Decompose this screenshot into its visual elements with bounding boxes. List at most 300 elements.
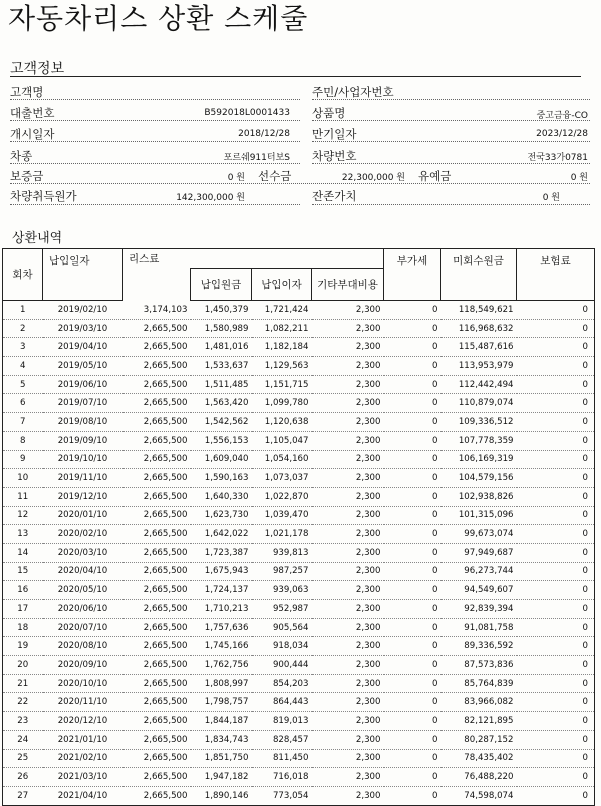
- cell-date: 2019/11/10: [43, 469, 123, 488]
- cell-lease: 2,665,500: [123, 786, 191, 805]
- cell-vat: 0: [384, 469, 441, 488]
- table-row: [3, 301, 595, 320]
- cell-other: 2,300: [312, 581, 384, 600]
- cell-interest: 1,073,037: [252, 469, 312, 488]
- table-row: [3, 375, 595, 394]
- cell-principal: 1,533,637: [191, 357, 252, 376]
- car-model-label: 차종: [10, 149, 33, 163]
- cell-insurance: 0: [517, 674, 595, 693]
- cell-lease: 2,665,500: [123, 506, 191, 525]
- repayment-rows: [3, 301, 595, 806]
- dotted-line: [10, 204, 300, 205]
- cell-no: 15: [3, 562, 43, 581]
- dotted-line: [312, 141, 590, 142]
- cell-other: 2,300: [312, 543, 384, 562]
- cell-other: 2,300: [312, 786, 384, 805]
- table-row: [3, 656, 595, 675]
- cell-other: 2,300: [312, 600, 384, 619]
- deposit-value: 0 원: [227, 173, 245, 183]
- cell-principal: 1,609,040: [191, 450, 252, 469]
- table-row: [3, 562, 595, 581]
- cell-principal: 1,450,379: [191, 301, 252, 320]
- cell-principal: 1,745,166: [191, 637, 252, 656]
- cell-no: 22: [3, 693, 43, 712]
- table-row: [3, 319, 595, 338]
- cell-date: 2019/12/10: [43, 487, 123, 506]
- cell-lease: 2,665,500: [123, 600, 191, 619]
- cell-vat: 0: [384, 301, 441, 320]
- cell-no: 6: [3, 394, 43, 413]
- cell-lease: 2,665,500: [123, 656, 191, 675]
- cell-unpaid: 107,778,359: [441, 431, 517, 450]
- deferred-value: 0 원: [570, 173, 588, 183]
- cell-lease: 2,665,500: [123, 394, 191, 413]
- cell-principal: 1,481,016: [191, 338, 252, 357]
- cell-unpaid: 89,336,592: [441, 637, 517, 656]
- cell-unpaid: 113,953,979: [441, 357, 517, 376]
- cell-no: 2: [3, 319, 43, 338]
- cell-insurance: 0: [517, 450, 595, 469]
- cell-vat: 0: [384, 375, 441, 394]
- cell-vat: 0: [384, 357, 441, 376]
- cell-principal: 1,563,420: [191, 394, 252, 413]
- cell-lease: 3,174,103: [123, 301, 191, 320]
- table-row: [3, 543, 595, 562]
- cell-lease: 2,665,500: [123, 375, 191, 394]
- cell-interest: 1,182,184: [252, 338, 312, 357]
- cell-insurance: 0: [517, 357, 595, 376]
- cell-interest: 1,151,715: [252, 375, 312, 394]
- cell-no: 10: [3, 469, 43, 488]
- cell-insurance: 0: [517, 768, 595, 787]
- table-row: [3, 768, 595, 787]
- table-row: [3, 693, 595, 712]
- table-row: [3, 786, 595, 805]
- cell-date: 2020/02/10: [43, 525, 123, 544]
- cell-date: 2021/01/10: [43, 730, 123, 749]
- section-divider: [10, 76, 581, 77]
- cell-no: 4: [3, 357, 43, 376]
- cell-interest: 828,457: [252, 730, 312, 749]
- cell-vat: 0: [384, 768, 441, 787]
- header-other: 기타부대비용: [312, 269, 384, 301]
- cell-interest: 716,018: [252, 768, 312, 787]
- header-principal: 납입원금: [191, 269, 252, 301]
- table-row: [3, 394, 595, 413]
- cell-insurance: 0: [517, 525, 595, 544]
- cell-vat: 0: [384, 338, 441, 357]
- cell-lease: 2,665,500: [123, 693, 191, 712]
- cell-unpaid: 109,336,512: [441, 413, 517, 432]
- cell-unpaid: 82,121,895: [441, 712, 517, 731]
- dotted-line: [10, 163, 300, 164]
- loan-no-value: B592018L0001433: [204, 108, 290, 118]
- cell-principal: 1,580,989: [191, 319, 252, 338]
- cell-vat: 0: [384, 487, 441, 506]
- cell-date: 2020/04/10: [43, 562, 123, 581]
- cell-interest: 900,444: [252, 656, 312, 675]
- cell-principal: 1,762,756: [191, 656, 252, 675]
- cell-insurance: 0: [517, 730, 595, 749]
- dotted-line: [312, 204, 590, 205]
- schedule-heading: 상환내역: [12, 231, 63, 246]
- cell-unpaid: 116,968,632: [441, 319, 517, 338]
- cell-no: 8: [3, 431, 43, 450]
- cell-vat: 0: [384, 656, 441, 675]
- header-unpaid: 미회수원금: [441, 249, 517, 301]
- cell-principal: 1,640,330: [191, 487, 252, 506]
- dotted-line: [312, 163, 590, 164]
- cell-other: 2,300: [312, 768, 384, 787]
- cell-vat: 0: [384, 618, 441, 637]
- table-row: [3, 730, 595, 749]
- cell-vat: 0: [384, 562, 441, 581]
- table-row: [3, 413, 595, 432]
- advance-label: 선수금: [258, 169, 292, 183]
- cell-no: 19: [3, 637, 43, 656]
- table-row: [3, 581, 595, 600]
- cell-vat: 0: [384, 319, 441, 338]
- cell-date: 2019/03/10: [43, 319, 123, 338]
- cell-lease: 2,665,500: [123, 357, 191, 376]
- table-row: [3, 749, 595, 768]
- table-row: [3, 338, 595, 357]
- cell-other: 2,300: [312, 693, 384, 712]
- cell-vat: 0: [384, 413, 441, 432]
- product-value: 중고금융-CO: [536, 111, 588, 121]
- cell-no: 27: [3, 786, 43, 805]
- cell-unpaid: 78,435,402: [441, 749, 517, 768]
- cell-unpaid: 99,673,074: [441, 525, 517, 544]
- cell-other: 2,300: [312, 375, 384, 394]
- cell-no: 16: [3, 581, 43, 600]
- cell-insurance: 0: [517, 375, 595, 394]
- cell-date: 2019/05/10: [43, 357, 123, 376]
- cell-no: 17: [3, 600, 43, 619]
- cell-lease: 2,665,500: [123, 712, 191, 731]
- acq-cost-value: 142,300,000 원: [176, 193, 245, 203]
- cell-no: 7: [3, 413, 43, 432]
- cell-date: 2019/06/10: [43, 375, 123, 394]
- cell-unpaid: 94,549,607: [441, 581, 517, 600]
- cell-interest: 864,443: [252, 693, 312, 712]
- cell-no: 13: [3, 525, 43, 544]
- cell-lease: 2,665,500: [123, 749, 191, 768]
- cell-insurance: 0: [517, 506, 595, 525]
- dotted-line: [10, 99, 300, 100]
- cell-insurance: 0: [517, 637, 595, 656]
- cell-principal: 1,808,997: [191, 674, 252, 693]
- cell-principal: 1,623,730: [191, 506, 252, 525]
- cell-other: 2,300: [312, 487, 384, 506]
- cell-other: 2,300: [312, 730, 384, 749]
- cell-vat: 0: [384, 712, 441, 731]
- cell-other: 2,300: [312, 431, 384, 450]
- header-lease-spacer: [123, 269, 191, 301]
- cell-vat: 0: [384, 637, 441, 656]
- cell-unpaid: 80,287,152: [441, 730, 517, 749]
- dotted-line: [312, 99, 590, 100]
- customer-section-heading: 고객정보: [10, 61, 65, 77]
- cell-other: 2,300: [312, 562, 384, 581]
- cell-insurance: 0: [517, 413, 595, 432]
- table-row: [3, 450, 595, 469]
- dotted-line: [10, 141, 300, 142]
- cell-other: 2,300: [312, 357, 384, 376]
- cell-vat: 0: [384, 674, 441, 693]
- cell-date: 2021/02/10: [43, 749, 123, 768]
- cell-date: 2019/02/10: [43, 301, 123, 320]
- cell-unpaid: 83,966,082: [441, 693, 517, 712]
- cell-principal: 1,844,187: [191, 712, 252, 731]
- cell-lease: 2,665,500: [123, 730, 191, 749]
- cell-insurance: 0: [517, 618, 595, 637]
- cell-principal: 1,724,137: [191, 581, 252, 600]
- cell-insurance: 0: [517, 786, 595, 805]
- cell-other: 2,300: [312, 394, 384, 413]
- cell-vat: 0: [384, 394, 441, 413]
- cell-unpaid: 96,273,744: [441, 562, 517, 581]
- cell-interest: 1,022,870: [252, 487, 312, 506]
- page-title: 자동차리스 상환 스케줄: [8, 2, 309, 35]
- cell-insurance: 0: [517, 338, 595, 357]
- table-row: [3, 506, 595, 525]
- cell-insurance: 0: [517, 319, 595, 338]
- cell-vat: 0: [384, 786, 441, 805]
- cell-unpaid: 115,487,616: [441, 338, 517, 357]
- cell-vat: 0: [384, 450, 441, 469]
- cell-insurance: 0: [517, 487, 595, 506]
- cell-interest: 1,054,160: [252, 450, 312, 469]
- cell-interest: 854,203: [252, 674, 312, 693]
- cell-other: 2,300: [312, 506, 384, 525]
- table-row: [3, 431, 595, 450]
- cell-other: 2,300: [312, 749, 384, 768]
- cell-unpaid: 106,169,319: [441, 450, 517, 469]
- cell-interest: 905,564: [252, 618, 312, 637]
- cell-principal: 1,947,182: [191, 768, 252, 787]
- cell-unpaid: 112,442,494: [441, 375, 517, 394]
- cell-vat: 0: [384, 525, 441, 544]
- repayment-table: [2, 248, 595, 806]
- maturity-label: 만기일자: [312, 127, 357, 141]
- cell-principal: 1,675,943: [191, 562, 252, 581]
- cell-insurance: 0: [517, 431, 595, 450]
- cell-insurance: 0: [517, 394, 595, 413]
- cell-other: 2,300: [312, 469, 384, 488]
- cell-insurance: 0: [517, 469, 595, 488]
- cell-date: 2020/06/10: [43, 600, 123, 619]
- cell-no: 23: [3, 712, 43, 731]
- cell-vat: 0: [384, 431, 441, 450]
- cell-unpaid: 102,938,826: [441, 487, 517, 506]
- cell-unpaid: 91,081,758: [441, 618, 517, 637]
- cell-other: 2,300: [312, 338, 384, 357]
- cell-other: 2,300: [312, 413, 384, 432]
- start-date-label: 개시일자: [10, 127, 55, 141]
- residual-value: 0 원: [542, 193, 560, 203]
- cell-no: 14: [3, 543, 43, 562]
- cell-lease: 2,665,500: [123, 562, 191, 581]
- cell-insurance: 0: [517, 543, 595, 562]
- cell-date: 2019/07/10: [43, 394, 123, 413]
- cell-no: 3: [3, 338, 43, 357]
- cell-no: 24: [3, 730, 43, 749]
- cell-unpaid: 87,573,836: [441, 656, 517, 675]
- cell-date: 2020/07/10: [43, 618, 123, 637]
- cell-principal: 1,851,750: [191, 749, 252, 768]
- cell-interest: 952,987: [252, 600, 312, 619]
- cell-other: 2,300: [312, 656, 384, 675]
- cell-principal: 1,723,387: [191, 543, 252, 562]
- cell-other: 2,300: [312, 674, 384, 693]
- cell-date: 2021/04/10: [43, 786, 123, 805]
- cell-no: 9: [3, 450, 43, 469]
- cell-interest: 1,120,638: [252, 413, 312, 432]
- cell-principal: 1,890,146: [191, 786, 252, 805]
- car-no-value: 전국33가0781: [527, 153, 588, 163]
- cell-date: 2020/12/10: [43, 712, 123, 731]
- cell-interest: 819,013: [252, 712, 312, 731]
- cell-other: 2,300: [312, 525, 384, 544]
- cell-date: 2019/09/10: [43, 431, 123, 450]
- cell-principal: 1,642,022: [191, 525, 252, 544]
- cell-other: 2,300: [312, 319, 384, 338]
- table-row: [3, 357, 595, 376]
- cell-principal: 1,590,163: [191, 469, 252, 488]
- cell-interest: 918,034: [252, 637, 312, 656]
- cell-date: 2019/04/10: [43, 338, 123, 357]
- cell-lease: 2,665,500: [123, 338, 191, 357]
- cell-interest: 987,257: [252, 562, 312, 581]
- cell-other: 2,300: [312, 637, 384, 656]
- header-insurance: 보험료: [517, 249, 595, 301]
- customer-name-label: 고객명: [10, 85, 44, 99]
- cell-principal: 1,511,485: [191, 375, 252, 394]
- cell-insurance: 0: [517, 301, 595, 320]
- cell-vat: 0: [384, 749, 441, 768]
- cell-date: 2019/10/10: [43, 450, 123, 469]
- header-no: 회차: [3, 249, 43, 301]
- cell-interest: 939,813: [252, 543, 312, 562]
- table-row: [3, 469, 595, 488]
- header-vat: 부가세: [384, 249, 441, 301]
- dotted-line: [10, 183, 590, 184]
- start-date-value: 2018/12/28: [238, 129, 290, 139]
- resident-id-label: 주민/사업자번호: [312, 85, 394, 99]
- cell-date: 2020/01/10: [43, 506, 123, 525]
- cell-lease: 2,665,500: [123, 469, 191, 488]
- cell-date: 2020/09/10: [43, 656, 123, 675]
- cell-lease: 2,665,500: [123, 768, 191, 787]
- cell-vat: 0: [384, 600, 441, 619]
- cell-date: 2020/11/10: [43, 693, 123, 712]
- table-row: [3, 712, 595, 731]
- cell-lease: 2,665,500: [123, 431, 191, 450]
- cell-interest: 1,099,780: [252, 394, 312, 413]
- cell-no: 11: [3, 487, 43, 506]
- cell-lease: 2,665,500: [123, 543, 191, 562]
- cell-lease: 2,665,500: [123, 450, 191, 469]
- cell-lease: 2,665,500: [123, 487, 191, 506]
- cell-date: 2021/03/10: [43, 768, 123, 787]
- cell-unpaid: 110,879,074: [441, 394, 517, 413]
- maturity-value: 2023/12/28: [536, 129, 588, 139]
- cell-lease: 2,665,500: [123, 637, 191, 656]
- deferred-label: 유예금: [418, 169, 452, 183]
- cell-no: 12: [3, 506, 43, 525]
- cell-interest: 1,129,563: [252, 357, 312, 376]
- cell-unpaid: 97,949,687: [441, 543, 517, 562]
- cell-interest: 939,063: [252, 581, 312, 600]
- cell-principal: 1,798,757: [191, 693, 252, 712]
- table-row: [3, 637, 595, 656]
- cell-unpaid: 104,579,156: [441, 469, 517, 488]
- cell-interest: 773,054: [252, 786, 312, 805]
- cell-date: 2020/10/10: [43, 674, 123, 693]
- cell-principal: 1,556,153: [191, 431, 252, 450]
- product-label: 상품명: [312, 106, 346, 120]
- cell-no: 25: [3, 749, 43, 768]
- cell-unpaid: 92,839,394: [441, 600, 517, 619]
- residual-label: 잔존가치: [312, 189, 357, 203]
- header-lease: 리스료: [123, 249, 384, 269]
- cell-vat: 0: [384, 506, 441, 525]
- cell-vat: 0: [384, 693, 441, 712]
- cell-no: 21: [3, 674, 43, 693]
- cell-date: 2019/08/10: [43, 413, 123, 432]
- acq-cost-label: 차량취득원가: [10, 189, 77, 203]
- cell-date: 2020/08/10: [43, 637, 123, 656]
- cell-lease: 2,665,500: [123, 674, 191, 693]
- cell-insurance: 0: [517, 693, 595, 712]
- cell-interest: 811,450: [252, 749, 312, 768]
- table-row: [3, 600, 595, 619]
- dotted-line: [10, 120, 300, 121]
- header-interest: 납입이자: [252, 269, 312, 301]
- cell-lease: 2,665,500: [123, 319, 191, 338]
- cell-lease: 2,665,500: [123, 581, 191, 600]
- loan-no-label: 대출번호: [10, 106, 55, 120]
- cell-principal: 1,834,743: [191, 730, 252, 749]
- car-model-value: 포르쉐911터보S: [223, 153, 290, 163]
- cell-lease: 2,665,500: [123, 525, 191, 544]
- cell-date: 2020/05/10: [43, 581, 123, 600]
- cell-no: 1: [3, 301, 43, 320]
- cell-interest: 1,082,211: [252, 319, 312, 338]
- table-row: [3, 618, 595, 637]
- cell-insurance: 0: [517, 749, 595, 768]
- cell-unpaid: 76,488,220: [441, 768, 517, 787]
- cell-vat: 0: [384, 581, 441, 600]
- cell-other: 2,300: [312, 712, 384, 731]
- cell-lease: 2,665,500: [123, 413, 191, 432]
- cell-interest: 1,721,424: [252, 301, 312, 320]
- cell-principal: 1,757,636: [191, 618, 252, 637]
- cell-no: 26: [3, 768, 43, 787]
- cell-other: 2,300: [312, 450, 384, 469]
- cell-lease: 2,665,500: [123, 618, 191, 637]
- cell-interest: 1,039,470: [252, 506, 312, 525]
- cell-other: 2,300: [312, 618, 384, 637]
- cell-date: 2020/03/10: [43, 543, 123, 562]
- cell-interest: 1,105,047: [252, 431, 312, 450]
- cell-principal: 1,542,562: [191, 413, 252, 432]
- table-row: [3, 487, 595, 506]
- cell-interest: 1,021,178: [252, 525, 312, 544]
- table-row: [3, 525, 595, 544]
- car-no-label: 차량번호: [312, 149, 357, 163]
